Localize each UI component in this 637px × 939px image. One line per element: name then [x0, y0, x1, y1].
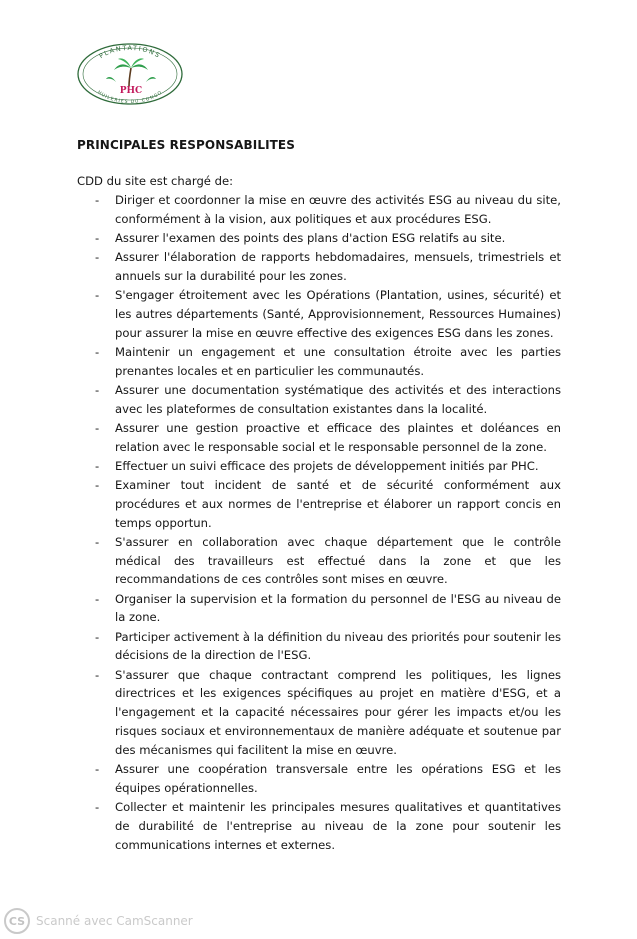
responsibility-text: S'engager étroitement avec les Opérations (Plantation, usines, sécurité) et les autres départements (Santé, Approvisionnement, Ressources Humaines) pour assurer la mise en œuvre effective des exigences ESG dans les zones.: [115, 288, 561, 340]
responsibility-text: S'assurer que chaque contractant comprend les politiques, les lignes directrices et les exigences spécifiques au projet en matière d'ESG, et a l'engagement et la capacité nécessaires pour gérer les impacts et/ou les risques sociaux et environnementaux de manière adéquate et soutenue par des mécanismes qui facilitent la mise en œuvre.: [115, 667, 561, 757]
responsibility-item: [77, 229, 561, 248]
responsibility-item: [77, 666, 561, 760]
bullet-dash: -: [95, 420, 100, 435]
bullet-dash: -: [95, 629, 100, 644]
responsibility-item: [77, 628, 561, 666]
bullet-dash: -: [95, 344, 100, 359]
bullet-dash: -: [95, 230, 100, 245]
bullet-dash: -: [95, 591, 100, 606]
responsibility-text: Effectuer un suivi efficace des projets de développement initiés par PHC.: [115, 458, 539, 473]
responsibility-text: Examiner tout incident de santé et de sécurité conformément aux procédures et aux normes de l'entreprise et élaborer un rapport concis en temps opportun.: [115, 478, 561, 530]
camscanner-watermark: [4, 907, 193, 935]
bullet-dash: -: [95, 478, 100, 493]
bullet-dash: -: [95, 534, 100, 549]
responsibility-text: Assurer une gestion proactive et efficace des plaintes et doléances en relation avec le responsable social et le responsable personnel de la zone.: [115, 420, 561, 454]
responsibility-text: Participer activement à la définition du niveau des priorités pour soutenir les décisions de la direction de l'ESG.: [115, 629, 561, 663]
bullet-dash: -: [95, 458, 100, 473]
watermark-text: Scanné avec CamScanner: [36, 914, 193, 928]
responsibility-text: Diriger et coordonner la mise en œuvre des activités ESG au niveau du site, conformément à la vision, aux politiques et aux procédures ESG.: [115, 193, 561, 226]
responsibility-text: Assurer l'élaboration de rapports hebdomadaires, mensuels, trimestriels et annuels sur la durabilité pour les zones.: [115, 250, 561, 283]
responsibility-item: [77, 798, 561, 854]
responsibility-item: [77, 191, 561, 229]
camscanner-logo-icon: CS: [4, 908, 30, 934]
responsibility-text: Assurer une documentation systématique des activités et des interactions avec les plateformes de consultation existantes dans la localité.: [115, 382, 561, 416]
bullet-dash: -: [95, 761, 100, 776]
responsibility-item: [77, 590, 561, 628]
company-logo: [76, 42, 184, 106]
responsibility-item: [77, 248, 561, 286]
palm-tree-icon: [106, 58, 156, 86]
responsibility-item: [77, 476, 561, 532]
logo-monogram: PHC: [119, 86, 143, 96]
bullet-dash: -: [95, 799, 100, 814]
responsibilities-list: [77, 191, 561, 855]
section-title: PRINCIPALES RESPONSABILITES: [77, 138, 295, 152]
logo-arc-top-text: PLANTATIONS: [97, 43, 163, 61]
responsibility-item: [77, 286, 561, 342]
responsibility-item: [77, 381, 561, 419]
responsibility-text: Assurer l'examen des points des plans d'action ESG relatifs au site.: [115, 230, 506, 245]
responsibility-item: [77, 457, 561, 476]
responsibility-item: [77, 343, 561, 381]
responsibility-text: Collecter et maintenir les principales mesures qualitatives et quantitatives de durabilité de l'entreprise au niveau de la zone pour soutenir les communications internes et externes.: [115, 799, 561, 852]
responsibility-text: Maintenir un engagement et une consultation étroite avec les parties prenantes locales et en particulier les communautés.: [115, 344, 561, 378]
bullet-dash: -: [95, 667, 100, 682]
bullet-dash: -: [95, 250, 100, 265]
responsibility-item: [77, 419, 561, 457]
responsibility-text: Assurer une coopération transversale entre les opérations ESG et les équipes opérationnelles.: [115, 761, 561, 795]
responsibility-text: S'assurer en collaboration avec chaque département que le contrôle médical des travailleurs est effectué dans la zone et que les recommandations de ces contrôles sont mises en œuvre.: [115, 534, 561, 587]
logo-arc-bottom-text: HUILERIES DU CONGO: [96, 90, 164, 106]
section-intro: CDD du site est chargé de:: [77, 174, 234, 188]
bullet-dash: -: [95, 193, 100, 207]
bullet-dash: -: [95, 288, 100, 303]
responsibility-item: [77, 533, 561, 589]
responsibility-item: [77, 760, 561, 798]
responsibility-text: Organiser la supervision et la formation du personnel de l'ESG au niveau de la zone.: [115, 591, 561, 625]
bullet-dash: -: [95, 382, 100, 397]
